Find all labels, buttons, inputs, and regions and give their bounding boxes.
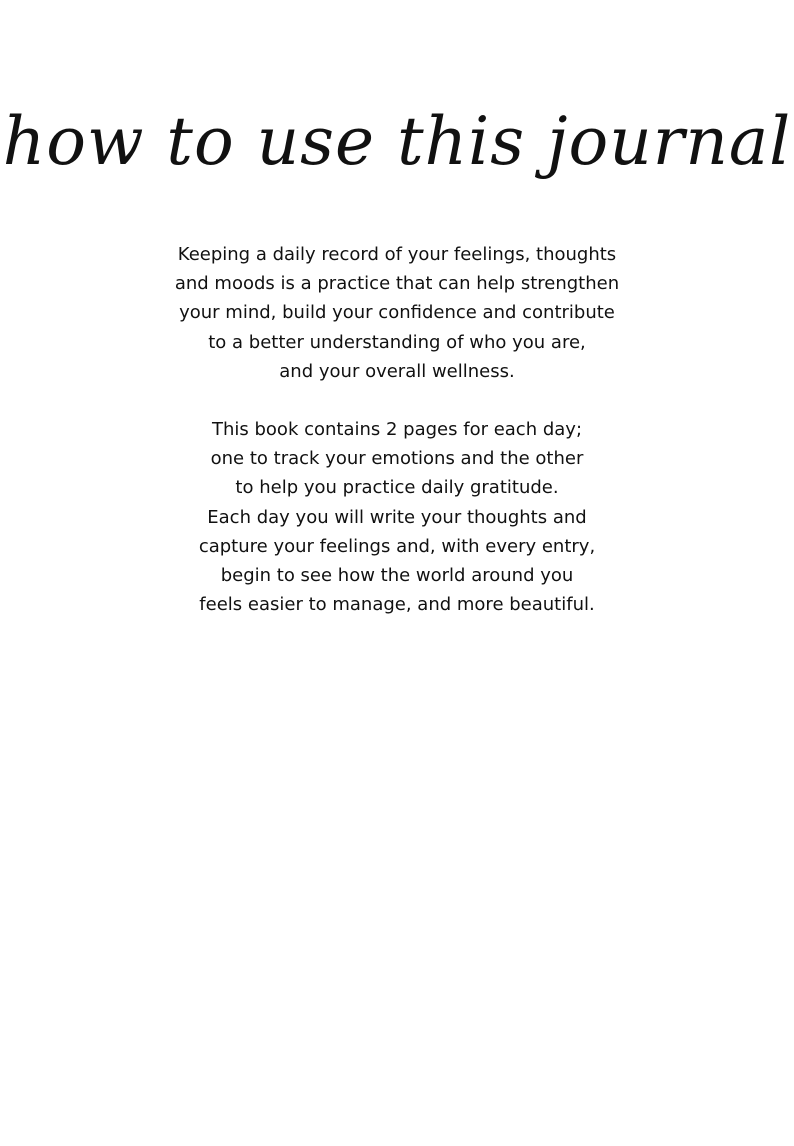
paragraph-line: and moods is a practice that can help strengthen bbox=[174, 273, 620, 295]
paragraph-line: Each day you will write your thoughts and bbox=[207, 506, 587, 528]
paragraph-line: feels easier to manage, and more beautiful. bbox=[199, 594, 595, 616]
paragraph-line: your mind, build your confidence and contribute bbox=[179, 302, 615, 324]
instructions-paragraph bbox=[97, 415, 697, 619]
paragraph-line: to a better understanding of who you are, bbox=[208, 331, 586, 353]
paragraph-line: to help you practice daily gratitude. bbox=[235, 477, 559, 499]
paragraph-line: Keeping a daily record of your feelings, thoughts bbox=[177, 244, 617, 265]
paragraph-line: capture your feelings and, with every entry, bbox=[198, 535, 596, 557]
paragraph-line: This book contains 2 pages for each day; bbox=[211, 419, 583, 440]
paragraph-line: and your overall wellness. bbox=[279, 360, 515, 382]
intro-paragraph bbox=[97, 240, 697, 386]
page-title: how to use this journal bbox=[2, 103, 792, 180]
paragraph-line: begin to see how the world around you bbox=[220, 565, 574, 587]
paragraph-line: one to track your emotions and the other bbox=[210, 448, 584, 470]
